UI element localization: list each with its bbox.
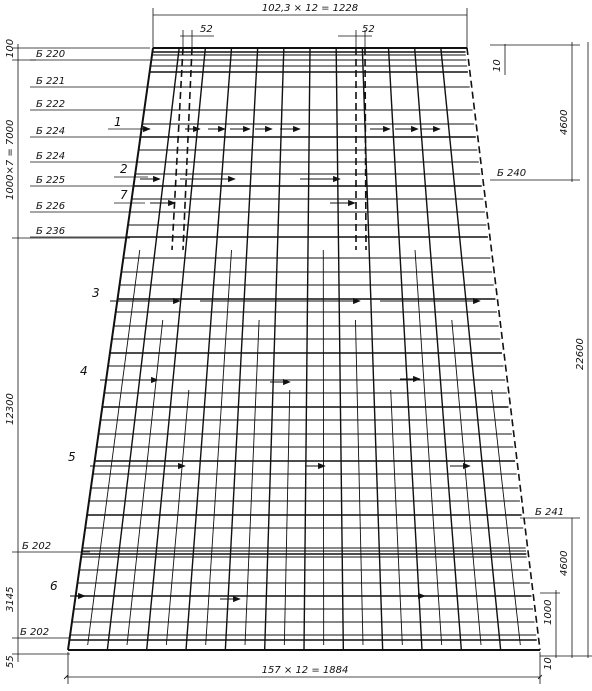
right-lower-text: 4600 [559, 551, 570, 576]
label-b202-upper: Б 202 [22, 541, 51, 552]
top-offset-right-text: 52 [362, 24, 375, 35]
intermediate-bar [206, 250, 232, 645]
bottom-width-text: 157 × 12 = 1884 [262, 665, 349, 676]
middle-zone-text: 12300 [5, 393, 16, 425]
vertical-bar [265, 48, 284, 650]
label-b222: Б 222 [36, 99, 65, 110]
label-b236: Б 236 [36, 226, 65, 237]
callout-5: 5 [68, 450, 76, 464]
vertical-bar [304, 48, 310, 650]
label-b240: Б 240 [497, 168, 526, 179]
label-b224-b: Б 224 [36, 151, 65, 162]
label-b226: Б 226 [36, 201, 65, 212]
upper-zone-text: 1000×7 = 7000 [5, 120, 16, 200]
label-b225: Б 225 [36, 175, 65, 186]
lower-zone-text: 3145 [5, 587, 16, 612]
intermediate-bar [391, 390, 403, 645]
vertical-bar [147, 48, 206, 650]
right-total-text: 22600 [575, 338, 586, 370]
top-right-small-text: 10 [492, 59, 503, 72]
callout-1: 1 [114, 115, 122, 129]
vertical-bar [107, 48, 179, 650]
top-margin-text: 100 [5, 39, 16, 58]
bottom-right-small-text: 10 [543, 657, 554, 670]
callout-6: 6 [50, 579, 58, 593]
left-bar-labels [20, 49, 150, 638]
callout-2: 2 [120, 162, 128, 176]
vertical-bar [441, 48, 501, 650]
vertical-bar [336, 48, 343, 650]
panel-outline [68, 48, 540, 650]
label-b202-lower: Б 202 [20, 627, 49, 638]
vertical-bars [88, 48, 521, 650]
right-bar-labels [497, 168, 564, 518]
label-b221: Б 221 [36, 76, 65, 87]
top-offset-left-text: 52 [200, 24, 213, 35]
label-b241: Б 241 [535, 507, 564, 518]
label-b224-a: Б 224 [36, 126, 65, 137]
right-upper-text: 4600 [559, 110, 570, 135]
bottom-dimension [66, 652, 554, 684]
bottom-margin-text: 55 [5, 655, 16, 668]
intermediate-bar [284, 390, 289, 645]
label-b220: Б 220 [36, 49, 65, 60]
callout-4: 4 [80, 364, 88, 378]
right-dimension-chain [490, 42, 592, 658]
intermediate-bar [166, 390, 188, 645]
callout-3: 3 [92, 286, 100, 300]
right-bottom-text: 1000 [543, 600, 554, 625]
callout-7: 7 [120, 188, 128, 202]
top-width-text: 102,3 × 12 = 1228 [262, 3, 358, 14]
top-dimension [153, 3, 467, 50]
vertical-bar [389, 48, 423, 650]
vertical-bar [225, 48, 257, 650]
